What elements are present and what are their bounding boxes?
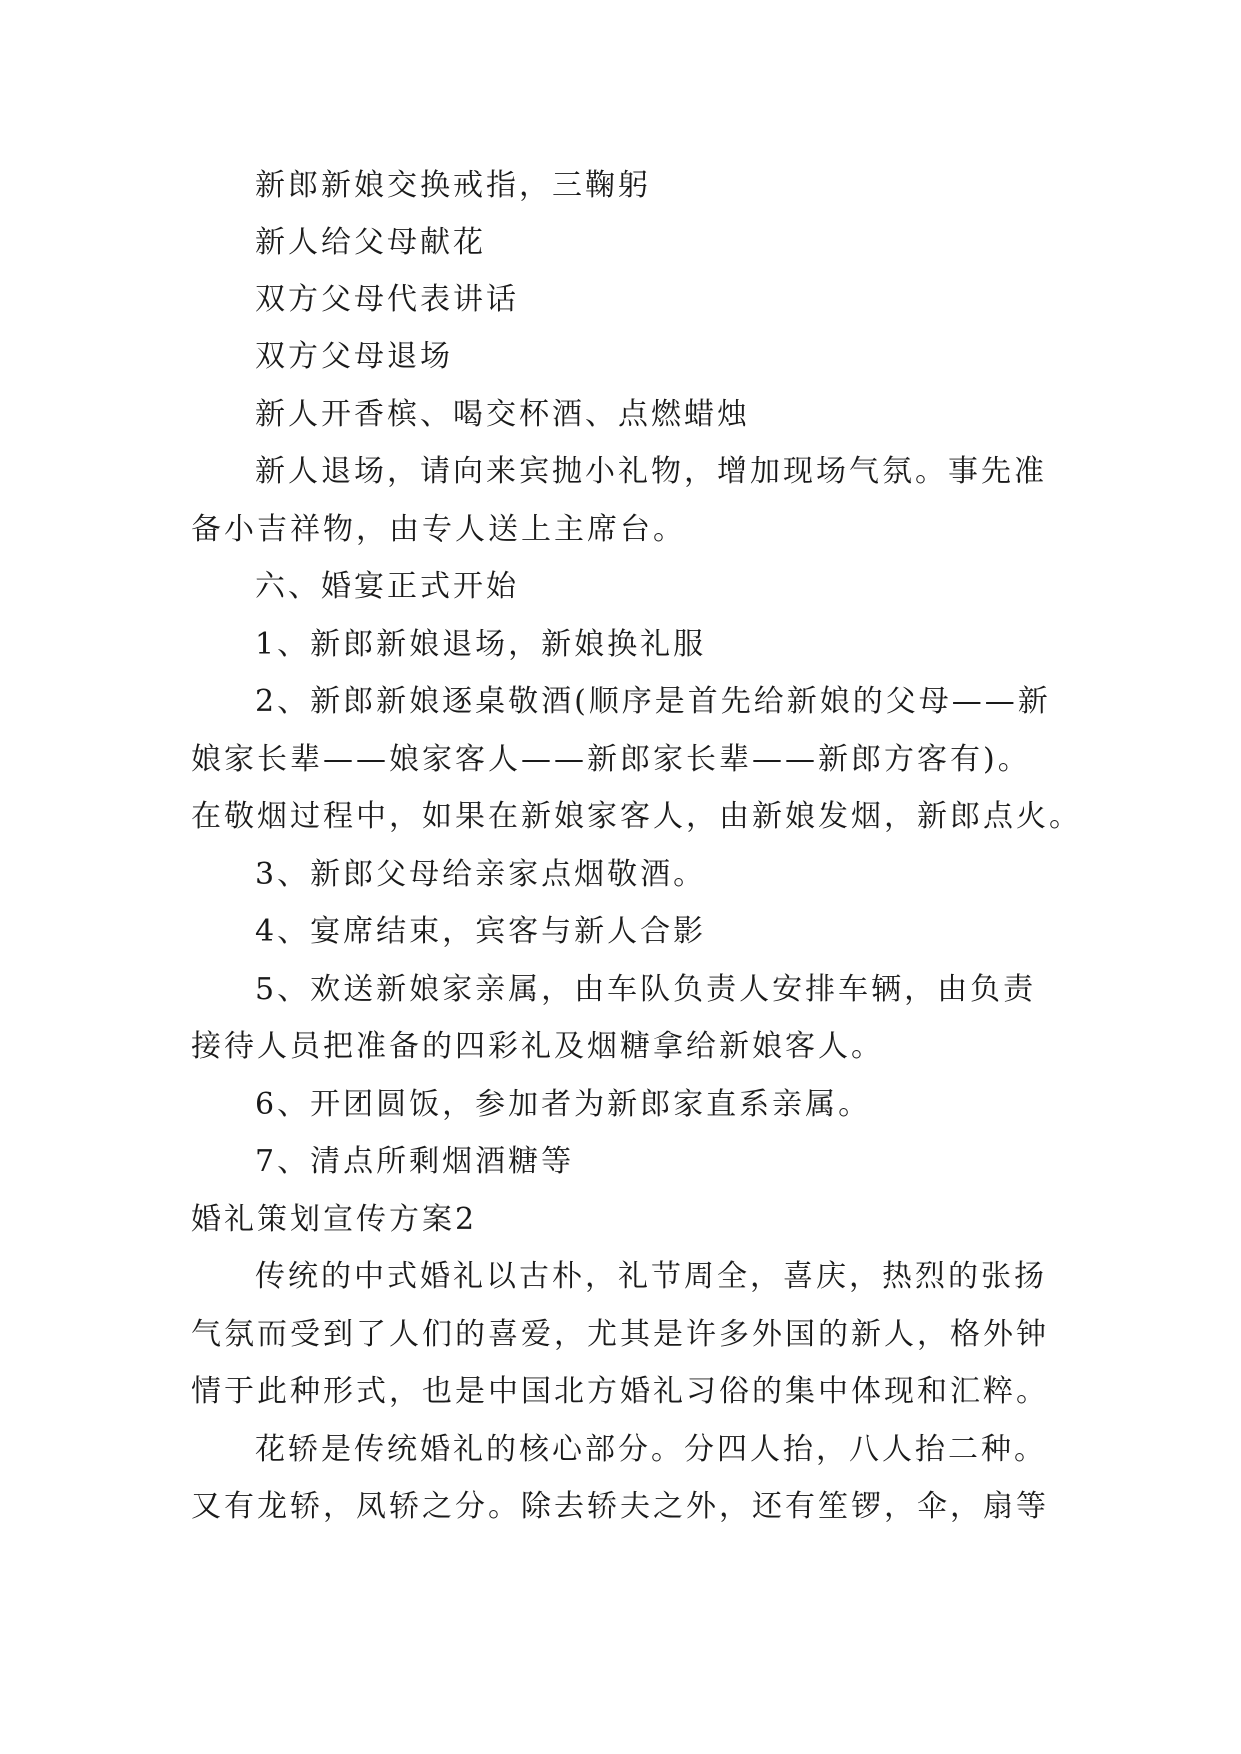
text-line: 传统的中式婚礼以古朴，礼节周全，喜庆，热烈的张扬	[255, 1259, 1047, 1294]
text-line: 娘家长辈——娘家客人——新郎家长辈——新郎方客有)。	[191, 742, 1031, 777]
text-line: 新郎新娘交换戒指，三鞠躬	[255, 168, 651, 203]
text-line: 双方父母代表讲话	[255, 282, 519, 317]
document-title: 婚礼策划宣传方案2	[191, 1202, 478, 1237]
text-line: 接待人员把准备的四彩礼及烟糖拿给新娘客人。	[191, 1029, 884, 1064]
text-line: 新人开香槟、喝交杯酒、点燃蜡烛	[255, 397, 750, 432]
text-line: 情于此种形式，也是中国北方婚礼习俗的集中体现和汇粹。	[191, 1374, 1049, 1409]
section-heading: 六、婚宴正式开始	[255, 569, 519, 604]
text-line: 双方父母退场	[255, 339, 453, 374]
text-line: 新人退场，请向来宾抛小礼物，增加现场气氛。事先准	[255, 454, 1047, 489]
text-line: 在敬烟过程中，如果在新娘家客人，由新娘发烟，新郎点火。	[191, 799, 1082, 834]
text-line: 气氛而受到了人们的喜爱，尤其是许多外国的新人，格外钟	[191, 1317, 1049, 1352]
text-line: 7、清点所剩烟酒糖等	[255, 1144, 575, 1179]
text-line: 4、宴席结束，宾客与新人合影	[255, 914, 707, 949]
text-line: 备小吉祥物，由专人送上主席台。	[191, 512, 686, 547]
text-line: 新人给父母献花	[255, 225, 486, 260]
text-line: 6、开团圆饭，参加者为新郎家直系亲属。	[255, 1087, 872, 1122]
text-line: 1、新郎新娘退场，新娘换礼服	[255, 627, 707, 662]
text-line: 又有龙轿，凤轿之分。除去轿夫之外，还有笙锣，伞，扇等	[191, 1489, 1049, 1524]
text-line: 花轿是传统婚礼的核心部分。分四人抬，八人抬二种。	[255, 1432, 1047, 1467]
text-line: 3、新郎父母给亲家点烟敬酒。	[255, 857, 707, 892]
text-line: 5、欢送新娘家亲属，由车队负责人安排车辆，由负责	[255, 972, 1037, 1007]
text-line: 2、新郎新娘逐桌敬酒(顺序是首先给新娘的父母——新	[255, 684, 1051, 719]
